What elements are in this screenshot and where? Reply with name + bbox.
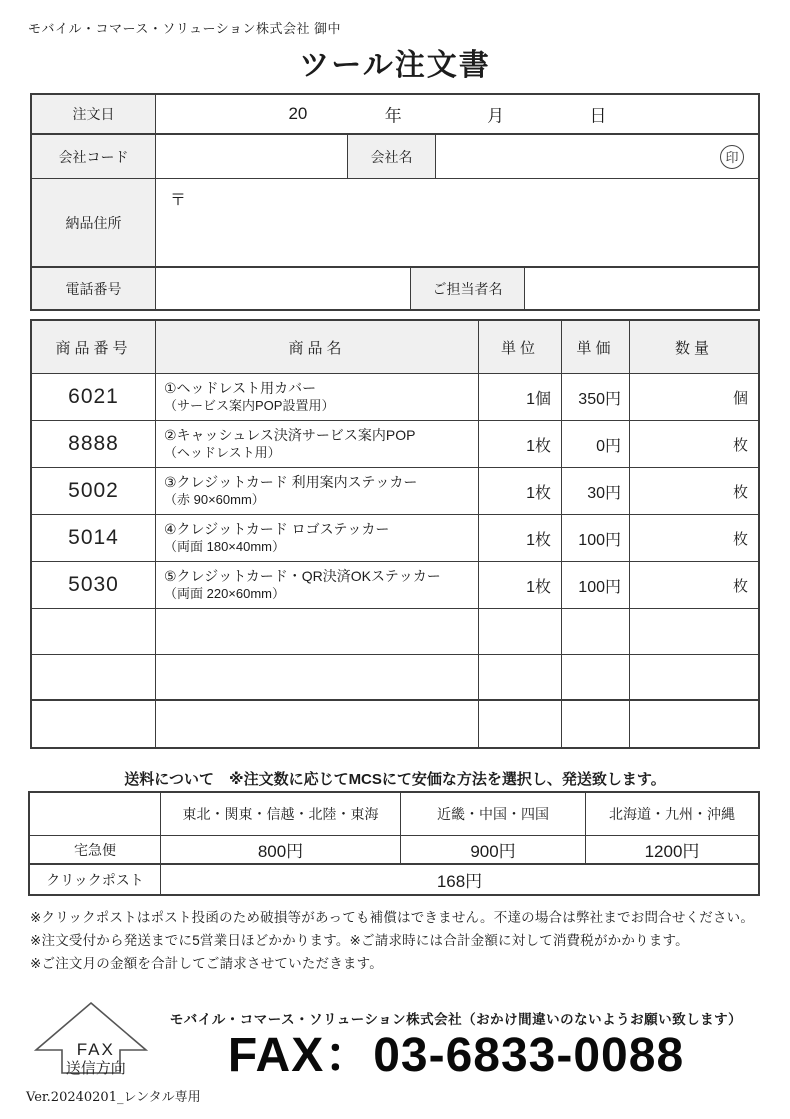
takkyubin-price-west: 900円 [401, 836, 586, 863]
col-header-quantity: 数量 [674, 339, 713, 357]
product-name-line1: ⑤クレジットカード・QR決済OKステッカー [164, 568, 441, 585]
product-unit: 1枚 [526, 437, 551, 455]
table-row-empty [32, 701, 758, 747]
product-price: 350円 [578, 390, 621, 408]
company-name-label: 会社名 [348, 135, 436, 178]
fax-direction-text [66, 1040, 126, 1077]
order-date-row [32, 95, 758, 135]
col-header-unit: 単位 [479, 321, 562, 373]
product-unit: 1枚 [526, 531, 551, 549]
quantity-unit: 枚 [732, 436, 748, 454]
postal-mark: 〒 [170, 192, 187, 209]
company-code-field [156, 135, 348, 178]
note-line: ※クリックポストはポスト投函のため破損等があっても補償はできません。不達の場合は弊社までお問合せください。 [30, 910, 755, 925]
region-header-far: 北海道・九州・沖縄 [609, 806, 735, 822]
date-month-label: 月 [487, 106, 505, 126]
phone-label: 電話番号 [32, 268, 156, 309]
phone-row [32, 268, 758, 309]
clickpost-price: 168円 [436, 872, 483, 891]
date-year-label: 年 [384, 106, 402, 126]
delivery-address-field [156, 179, 758, 266]
note-line: ※注文受付から発送までに5営業日ほどかかります。※ご請求時には合計金額に対して消費税がかかります。 [30, 933, 689, 948]
seal-stamp-mark: 印 [720, 145, 744, 169]
col-header-product-code: 商品番号 [32, 321, 156, 373]
company-name-field [436, 135, 758, 178]
notes-section [30, 906, 780, 975]
product-table [30, 319, 760, 749]
product-name-line1: ②キャッシュレス決済サービス案内POP [164, 427, 416, 444]
phone-field [156, 268, 411, 309]
product-code: 5002 [68, 479, 119, 502]
product-code: 5030 [68, 573, 119, 596]
table-row-empty [32, 655, 758, 701]
table-row [32, 562, 758, 609]
quantity-unit: 枚 [732, 577, 748, 595]
fax-direction-line1: FAX [76, 1040, 115, 1059]
product-name-line2: （サービス案内POP設置用） [164, 397, 335, 413]
fax-footer [30, 1000, 760, 1083]
product-price: 100円 [578, 531, 621, 549]
product-price: 0円 [596, 437, 621, 455]
takkyubin-label: 宅急便 [30, 836, 161, 863]
company-row [32, 135, 758, 179]
contact-name-label: ご担当者名 [411, 268, 525, 309]
quantity-unit: 枚 [732, 483, 748, 501]
company-code-label: 会社コード [32, 135, 156, 178]
date-year-prefix: 20 [288, 104, 308, 123]
table-row [32, 468, 758, 515]
fax-info-block [152, 1000, 760, 1083]
product-price: 100円 [578, 578, 621, 596]
product-code: 8888 [68, 432, 119, 455]
product-name-line2: （赤 90×60mm） [164, 491, 265, 507]
clickpost-label: クリックポスト [30, 865, 161, 894]
table-row-empty [32, 609, 758, 655]
recipient-line: モバイル・コマース・ソリューション株式会社 御中 [28, 21, 342, 36]
product-name-line1: ①ヘッドレスト用カバー [164, 380, 317, 397]
col-header-product-name: 商品名 [156, 321, 479, 373]
clickpost-row [30, 865, 758, 894]
order-info-table [30, 93, 760, 311]
table-row [32, 421, 758, 468]
product-code: 5014 [68, 526, 119, 549]
product-code: 6021 [68, 385, 119, 408]
region-header-west: 近畿・中国・四国 [401, 793, 586, 835]
fax-number: FAX：03-6833-0088 [227, 1029, 685, 1082]
product-name-line1: ③クレジットカード 利用案内ステッカー [164, 474, 418, 491]
delivery-address-row [32, 179, 758, 268]
product-unit: 1個 [526, 390, 551, 408]
shipping-region-header-row [30, 793, 758, 836]
shipping-heading: 送料について ※注文数に応じてMCSにて安価な方法を選択し、発送致します。 [124, 771, 666, 788]
product-name-line2: （両面 180×40mm） [164, 538, 286, 554]
fax-direction-arrow-icon [30, 1000, 152, 1083]
note-line: ※ご注文月の金額を合計してご請求させていただきます。 [30, 956, 383, 971]
shipping-table [28, 791, 760, 896]
contact-name-field [525, 268, 758, 309]
order-date-field [156, 95, 758, 133]
order-date-label: 注文日 [32, 95, 156, 133]
col-header-unit-price: 単価 [562, 321, 630, 373]
quantity-unit: 枚 [732, 530, 748, 548]
product-name-line1: ④クレジットカード ロゴステッカー [164, 521, 390, 538]
takkyubin-price-east: 800円 [161, 836, 401, 863]
product-unit: 1枚 [526, 578, 551, 596]
takkyubin-row [30, 836, 758, 865]
delivery-address-label: 納品住所 [32, 179, 156, 266]
product-name-line2: （両面 220×60mm） [164, 585, 286, 601]
version-label: Ver.20240201_レンタル専用 [26, 1090, 201, 1105]
product-table-header [32, 321, 758, 374]
fax-direction-line2: 送信方向 [65, 1059, 126, 1077]
fax-company-line: モバイル・コマース・ソリューション株式会社（おかけ間違いのないようお願い致します） [169, 1012, 743, 1027]
table-row [32, 374, 758, 421]
page-title: ツール注文書 [299, 49, 491, 82]
table-row [32, 515, 758, 562]
takkyubin-price-far: 1200円 [644, 842, 700, 861]
product-price: 30円 [587, 484, 621, 502]
product-name-line2: （ヘッドレスト用） [164, 444, 281, 460]
product-unit: 1枚 [526, 484, 551, 502]
date-day-label: 日 [589, 106, 607, 126]
region-header-east: 東北・関東・信越・北陸・東海 [161, 793, 401, 835]
shipping-header-spacer [30, 793, 161, 835]
quantity-unit: 個 [732, 389, 748, 407]
